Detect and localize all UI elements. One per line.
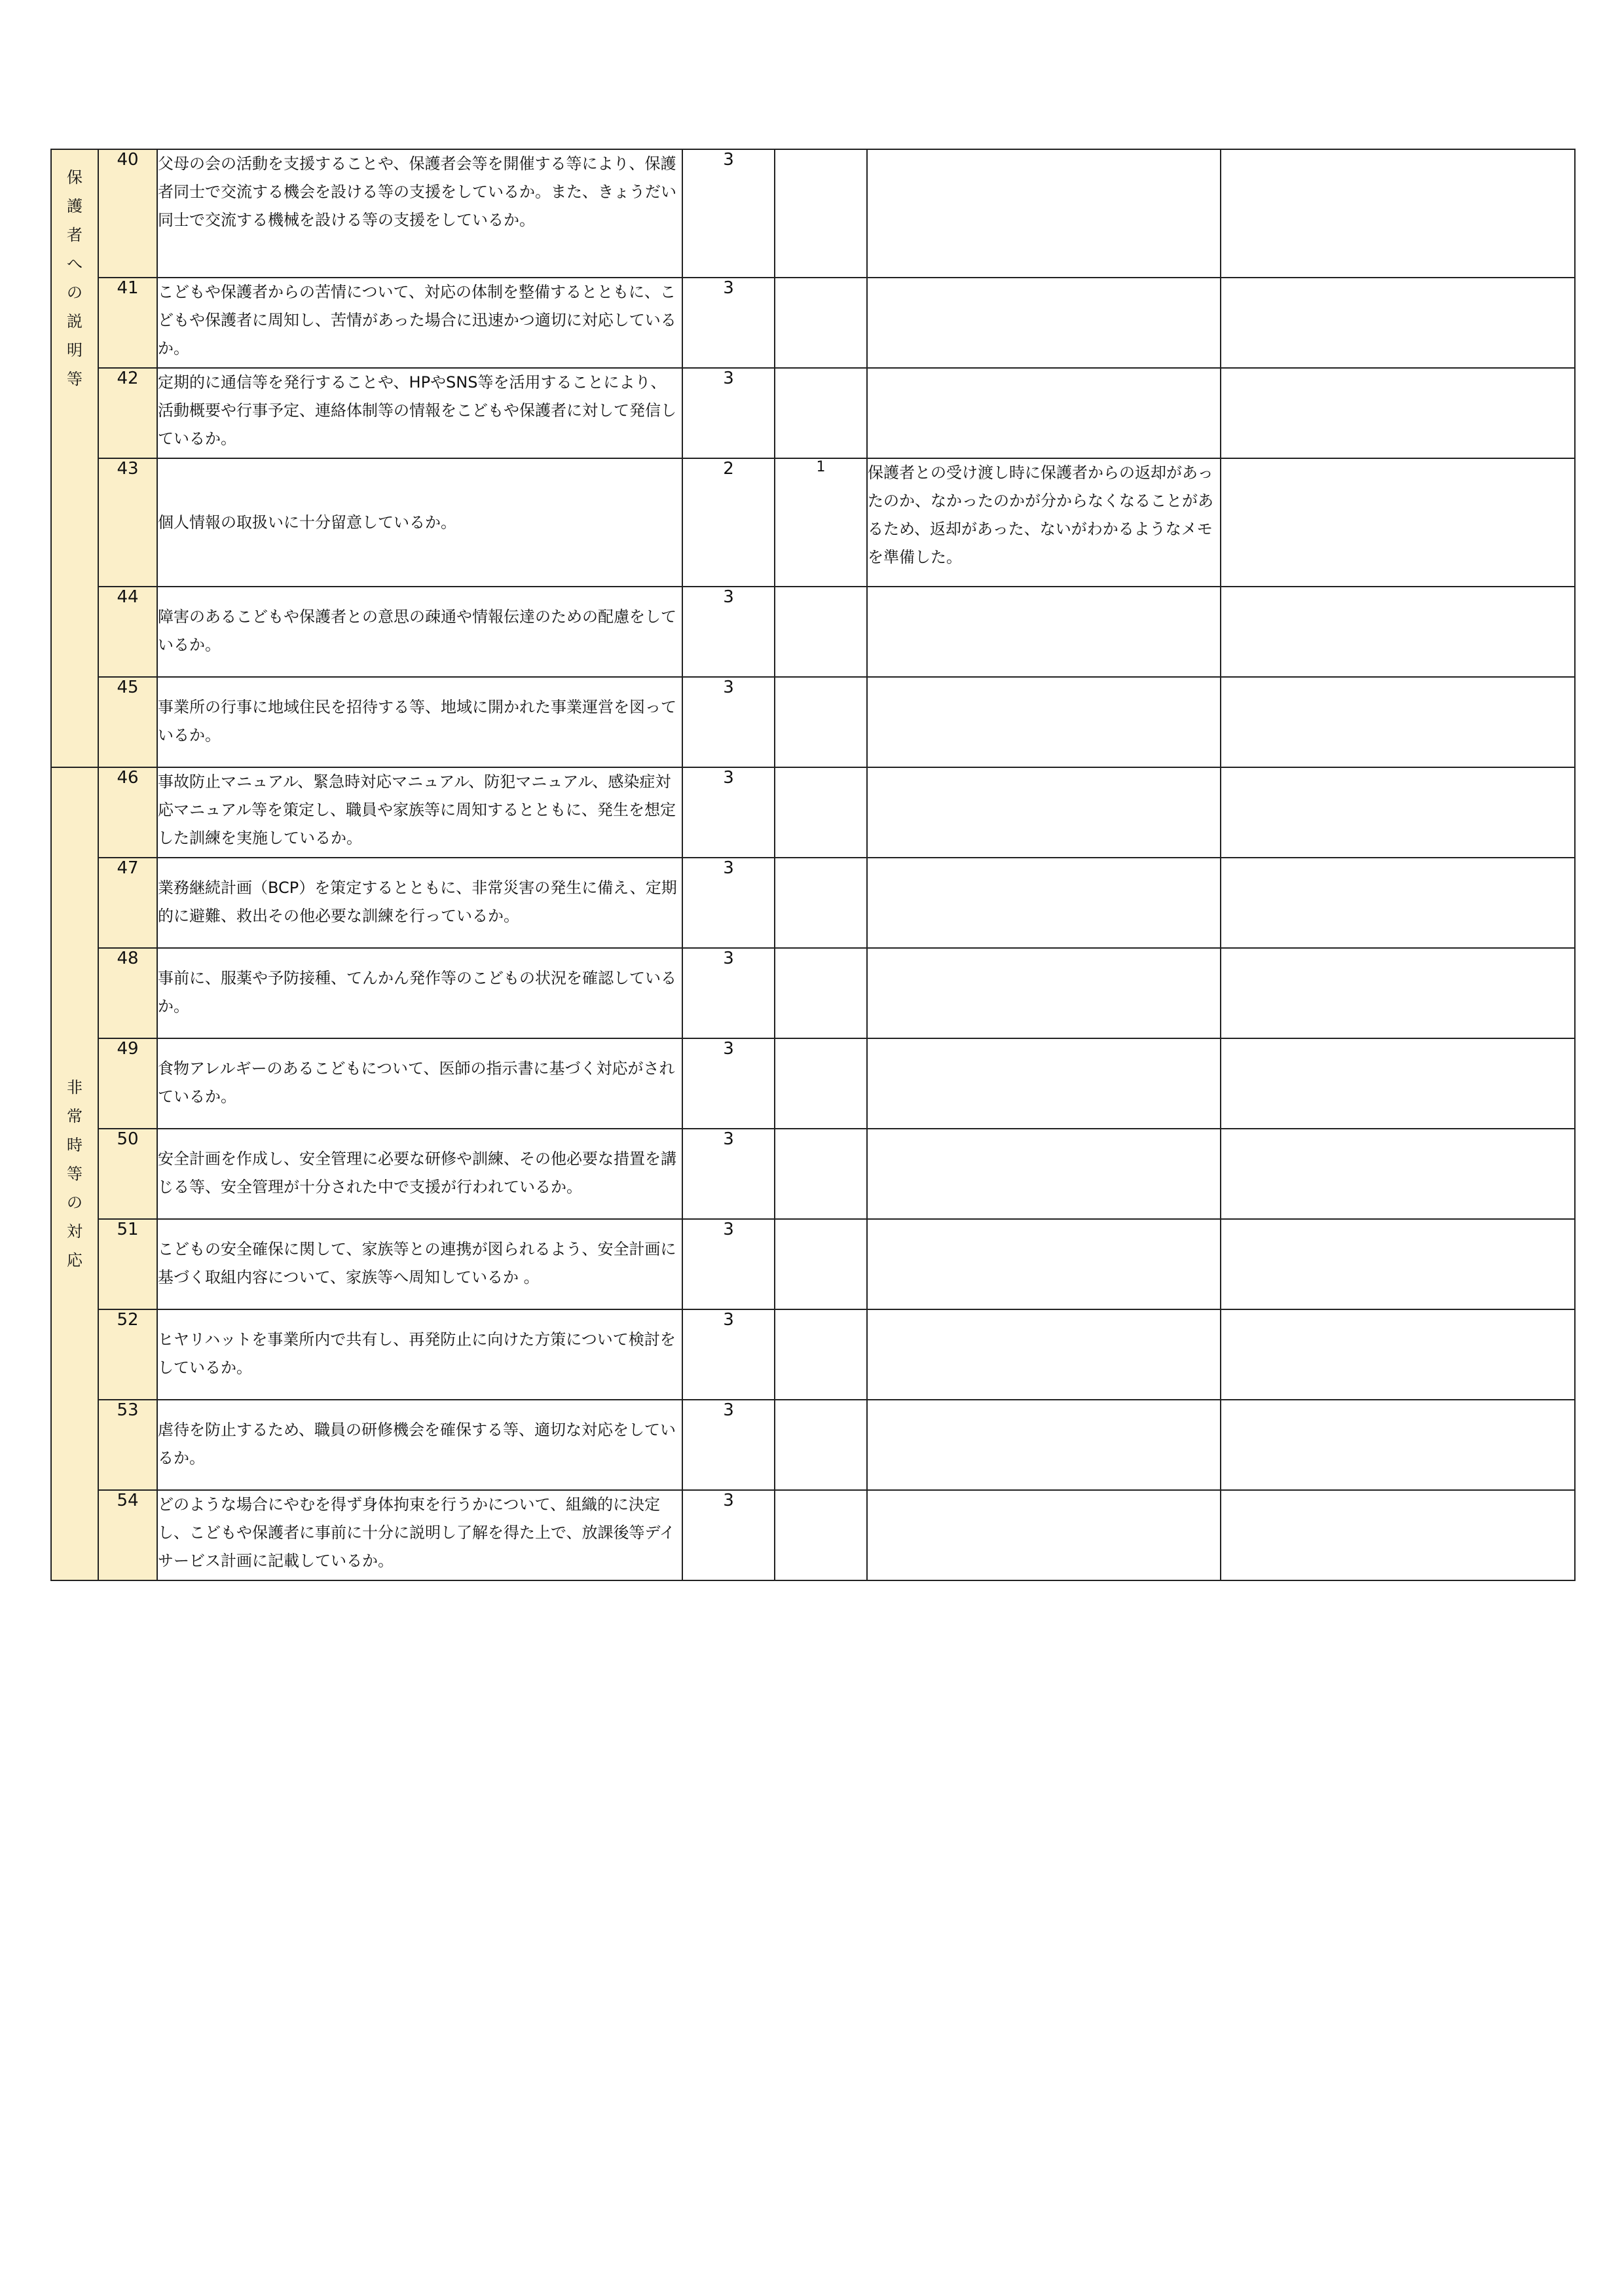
question-text: 定期的に通信等を発行することや、HPやSNS等を活用することにより、活動概要や行事予定、連絡体制等の情報をこどもや保護者に対して発信しているか。 [157,368,682,458]
yes-count: 3 [682,767,775,858]
extra-cell [1221,1400,1575,1490]
item-number: 51 [98,1219,157,1309]
extra-cell [1221,587,1575,677]
no-count [775,278,867,368]
question-text: どのような場合にやむを得ず身体拘束を行うかについて、組織的に決定し、こどもや保護者に事前に十分に説明し了解を得た上で、放課後等デイサービス計画に記載しているか。 [157,1490,682,1580]
table-row [51,458,1575,587]
yes-count: 2 [682,458,775,587]
extra-cell [1221,278,1575,368]
table-row [51,1038,1575,1129]
extra-cell [1221,1309,1575,1400]
improvement-note [867,677,1221,767]
yes-count: 3 [682,1309,775,1400]
no-count [775,1129,867,1219]
category-cell [51,767,98,1580]
no-count [775,948,867,1038]
category-cell [51,149,98,767]
question-text: 障害のあるこどもや保護者との意思の疎通や情報伝達のための配慮をしているか。 [157,587,682,677]
item-number: 53 [98,1400,157,1490]
yes-count: 3 [682,1400,775,1490]
no-count [775,1038,867,1129]
no-count: 1 [775,458,867,587]
yes-count: 3 [682,677,775,767]
yes-count: 3 [682,1490,775,1580]
table-row [51,587,1575,677]
table-row [51,149,1575,278]
no-count [775,1219,867,1309]
item-number: 50 [98,1129,157,1219]
item-number: 42 [98,368,157,458]
extra-cell [1221,948,1575,1038]
evaluation-table [50,149,1576,1581]
yes-count: 3 [682,587,775,677]
no-count [775,149,867,278]
yes-count: 3 [682,858,775,948]
item-number: 40 [98,149,157,278]
improvement-note [867,1400,1221,1490]
no-count [775,858,867,948]
item-number: 41 [98,278,157,368]
extra-cell [1221,858,1575,948]
table-row [51,1490,1575,1580]
no-count [775,767,867,858]
question-text: ヒヤリハットを事業所内で共有し、再発防止に向けた方策について検討をしているか。 [157,1309,682,1400]
extra-cell [1221,1490,1575,1580]
item-number: 52 [98,1309,157,1400]
extra-cell [1221,1038,1575,1129]
category-label: 非 常 時 等 の 対 応 [67,1078,83,1269]
question-text: こどもの安全確保に関して、家族等との連携が図られるよう、安全計画に基づく取組内容について、家族等へ周知しているか 。 [157,1219,682,1309]
improvement-note [867,278,1221,368]
extra-cell [1221,1129,1575,1219]
item-number: 48 [98,948,157,1038]
item-number: 46 [98,767,157,858]
table-row [51,858,1575,948]
yes-count: 3 [682,1038,775,1129]
extra-cell [1221,458,1575,587]
extra-cell [1221,149,1575,278]
improvement-note [867,1309,1221,1400]
table-row [51,767,1575,858]
table-row [51,677,1575,767]
improvement-note [867,1490,1221,1580]
improvement-note [867,1219,1221,1309]
item-number: 44 [98,587,157,677]
table-row [51,368,1575,458]
table-row [51,1400,1575,1490]
improvement-note [867,767,1221,858]
question-text: 事前に、服薬や予防接種、てんかん発作等のこどもの状況を確認しているか。 [157,948,682,1038]
question-text: 父母の会の活動を支援することや、保護者会等を開催する等により、保護者同士で交流する機会を設ける等の支援をしているか。また、きょうだい同士で交流する機械を設ける等の支援をしているか。 [157,149,682,278]
item-number: 54 [98,1490,157,1580]
improvement-note [867,948,1221,1038]
question-text: 事業所の行事に地域住民を招待する等、地域に開かれた事業運営を図っているか。 [157,677,682,767]
table-row [51,948,1575,1038]
improvement-note [867,858,1221,948]
extra-cell [1221,677,1575,767]
table-row [51,278,1575,368]
table-row [51,1309,1575,1400]
question-text: 業務継続計画（BCP）を策定するとともに、非常災害の発生に備え、定期的に避難、救出その他必要な訓練を行っているか。 [157,858,682,948]
yes-count: 3 [682,368,775,458]
table-row [51,1219,1575,1309]
improvement-note [867,1038,1221,1129]
item-number: 43 [98,458,157,587]
improvement-note [867,1129,1221,1219]
table-row [51,1129,1575,1219]
improvement-note: 保護者との受け渡し時に保護者からの返却があったのか、なかったのかが分からなくなることがあるため、返却があった、ないがわかるようなメモを準備した。 [867,458,1221,587]
category-label: 保 護 者 へ の 説 明 等 [67,168,83,388]
question-text: 事故防止マニュアル、緊急時対応マニュアル、防犯マニュアル、感染症対応マニュアル等を策定し、職員や家族等に周知するとともに、発生を想定した訓練を実施しているか。 [157,767,682,858]
question-text: 個人情報の取扱いに十分留意しているか。 [157,458,682,587]
no-count [775,677,867,767]
yes-count: 3 [682,149,775,278]
improvement-note [867,149,1221,278]
no-count [775,587,867,677]
question-text: 安全計画を作成し、安全管理に必要な研修や訓練、その他必要な措置を講じる等、安全管理が十分された中で支援が行われているか。 [157,1129,682,1219]
question-text: 食物アレルギーのあるこどもについて、医師の指示書に基づく対応がされているか。 [157,1038,682,1129]
extra-cell [1221,1219,1575,1309]
no-count [775,368,867,458]
yes-count: 3 [682,948,775,1038]
yes-count: 3 [682,1129,775,1219]
extra-cell [1221,368,1575,458]
improvement-note [867,587,1221,677]
item-number: 49 [98,1038,157,1129]
yes-count: 3 [682,278,775,368]
improvement-note [867,368,1221,458]
no-count [775,1309,867,1400]
question-text: 虐待を防止するため、職員の研修機会を確保する等、適切な対応をしているか。 [157,1400,682,1490]
yes-count: 3 [682,1219,775,1309]
item-number: 45 [98,677,157,767]
question-text: こどもや保護者からの苦情について、対応の体制を整備するとともに、こどもや保護者に周知し、苦情があった場合に迅速かつ適切に対応しているか。 [157,278,682,368]
extra-cell [1221,767,1575,858]
no-count [775,1400,867,1490]
item-number: 47 [98,858,157,948]
no-count [775,1490,867,1580]
